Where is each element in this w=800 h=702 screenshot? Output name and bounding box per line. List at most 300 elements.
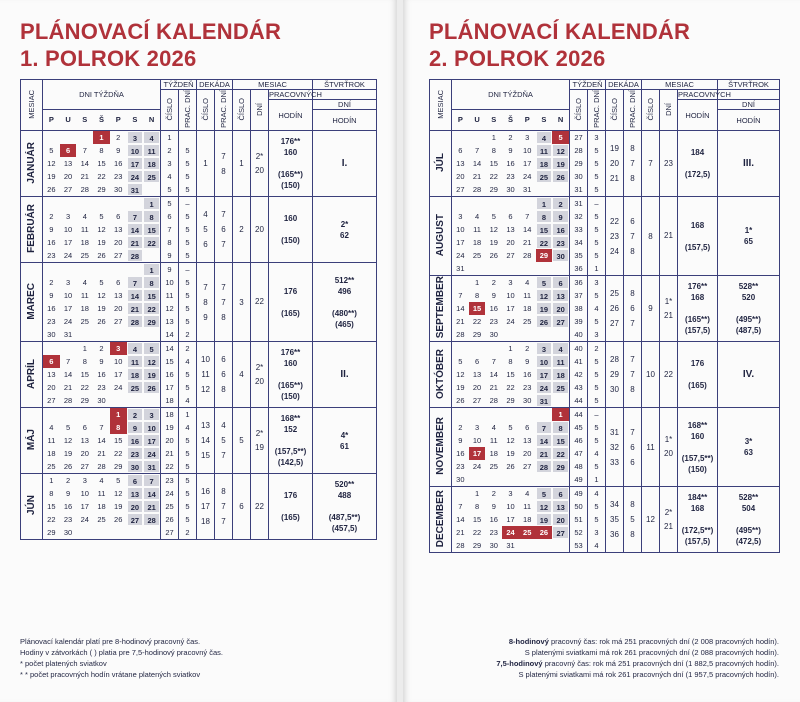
week-number: 51 (574, 515, 583, 524)
left-title-line2: 1. POLROK 2026 (20, 46, 197, 71)
day-cell: 21 (472, 172, 482, 181)
header-tyzden-prac-dni (588, 90, 606, 131)
day-cell: 23 (489, 317, 498, 326)
day-cell: 1 (474, 278, 480, 287)
right-notes (496, 636, 779, 680)
day-cell: 25 (80, 251, 89, 260)
day-cell: 20 (552, 302, 569, 315)
day-cell: 15 (472, 515, 482, 524)
day-cell (110, 328, 127, 341)
day-cell: 24 (502, 526, 519, 539)
week-number-col (161, 131, 179, 197)
day-cell: 2 (127, 408, 144, 421)
day-cell: 22 (536, 236, 553, 249)
month-row (21, 263, 377, 342)
day-cell: 7 (143, 474, 160, 487)
header-dekada-cislo (197, 90, 215, 131)
day-cell: 7 (458, 502, 463, 511)
mesiac-cislo: 8 (642, 197, 660, 276)
left-note-1: Hodiny v zátvorkách ( ) platia pre 7,5-hodinový pracovný čas. (20, 648, 224, 657)
left-title (20, 18, 281, 72)
day-cell: 27 (456, 185, 465, 194)
left-notes (20, 636, 223, 680)
week-workdays-col (179, 342, 197, 408)
day-cell: 12 (552, 144, 569, 157)
day-cell: 1 (49, 476, 54, 485)
stvrtrok-value: 4* 61 (313, 408, 377, 474)
day-cell: 1 (474, 489, 480, 498)
header-dekada: DEKÁDA (606, 80, 642, 90)
header-stvrtrok-hodin: HODÍN (313, 110, 377, 131)
day-cell: 4 (552, 342, 569, 355)
dekada-dni: 7 6 7 (215, 197, 233, 263)
header-hodin: HODÍN (678, 100, 718, 131)
day-cell: 26 (97, 317, 106, 326)
day-cell: 7 (127, 276, 144, 289)
week-number: 10 (165, 278, 174, 287)
week-workdays-value: 5 (185, 436, 190, 445)
day-cell: 27 (127, 513, 144, 526)
week-number: 11 (165, 291, 174, 300)
day-cell: 1 (110, 408, 127, 421)
day-cell: 4 (491, 423, 496, 432)
day-cell: 21 (127, 236, 144, 249)
day-cell: 1 (143, 197, 160, 210)
week-number: 1 (167, 133, 172, 142)
day-cell (552, 394, 569, 407)
header-dekada-cislo (606, 90, 624, 131)
week-numbers (570, 131, 587, 196)
day-cell: 30 (456, 475, 465, 484)
day-cell: 3 (143, 408, 160, 421)
day-cell: 6 (127, 474, 144, 487)
day-cell: 18 (143, 157, 160, 170)
week-number: 53 (574, 541, 583, 550)
day-cell: 27 (63, 185, 73, 194)
day-cell: 7 (458, 291, 463, 300)
stvrtrok-value: IV. (718, 342, 780, 408)
header-mesiac-top: MESIAC (642, 80, 718, 90)
day-cell: 27 (114, 251, 123, 260)
week-workdays-value: 5 (594, 291, 599, 300)
day-cell: 27 (80, 462, 89, 471)
mesiac-dni: 2* 21 (660, 487, 678, 553)
day-cell: 31 (456, 264, 465, 273)
header-pracovnych: PRACOVNÝCH (678, 90, 731, 99)
day-cell: 6 (552, 487, 569, 500)
day-cell: 7 (65, 357, 71, 366)
day-cell: 28 (127, 315, 144, 328)
day-cell: 4 (525, 489, 530, 498)
stvrtrok-value: III. (718, 131, 780, 197)
right-note-1 (496, 647, 779, 658)
day-cell (536, 183, 553, 196)
week-number-col (570, 197, 588, 276)
left-note-3: * * počet pracovných hodín vrátane platených sviatkov (20, 670, 201, 679)
day-cell (452, 197, 469, 210)
day-cell (60, 408, 77, 421)
day-cell (519, 408, 536, 421)
day-cell: 4 (127, 342, 144, 355)
day-cell: 3 (458, 212, 463, 221)
month-name (430, 131, 452, 197)
day-cell (43, 263, 60, 276)
day-cell: 12 (97, 291, 106, 300)
day-cell (93, 263, 110, 276)
month-name (430, 408, 452, 487)
month-days-grid (43, 131, 160, 196)
day-cell: 17 (63, 238, 73, 247)
day-cell: 9 (458, 436, 463, 445)
day-cell: 29 (97, 185, 106, 194)
week-workdays-col (588, 408, 606, 487)
week-number: 19 (165, 423, 174, 432)
mesiac-cislo: 10 (642, 342, 660, 408)
header-weekdays (43, 110, 161, 131)
day-cell: 9 (116, 146, 121, 155)
day-cell: 13 (506, 225, 515, 234)
day-cell: 22 (472, 528, 482, 537)
mesiac-hodin: 176** 168 (165**) (157,5) (678, 276, 718, 342)
day-cell (485, 473, 502, 486)
day-cell: 3 (127, 131, 144, 144)
day-cell: 16 (523, 370, 532, 379)
day-cell (127, 197, 144, 210)
day-cell: 14 (456, 515, 465, 524)
header-mesiac-label: MESIAC (27, 89, 36, 119)
month-days (43, 263, 161, 342)
day-cell: 16 (489, 304, 498, 313)
stvrtrok-value: I. (313, 131, 377, 197)
day-cell: 5 (65, 423, 71, 432)
week-workdays-value: 5 (185, 172, 190, 181)
day-cell (502, 262, 519, 275)
week-number: 14 (165, 330, 174, 339)
day-cell: 5 (49, 146, 54, 155)
week-workdays-value: 5 (594, 225, 599, 234)
right-note-text-1: S platenými sviatkami má rok 261 pracovných dní (2 088 pracovných hodín). (524, 648, 779, 657)
day-cell: 15 (114, 436, 123, 445)
week-workdays (588, 342, 605, 407)
day-cell: 29 (506, 396, 515, 405)
week-workdays-value: 5 (594, 502, 599, 511)
month-name-label: MAREC (26, 282, 37, 320)
day-cell: 21 (97, 449, 106, 458)
day-cell (76, 131, 93, 144)
day-cell: 1 (93, 131, 110, 144)
day-cell (43, 342, 60, 355)
mesiac-hodin: 176 (165) (678, 342, 718, 408)
month-name (430, 197, 452, 276)
day-cell: 26 (489, 251, 498, 260)
day-cell: 20 (114, 238, 123, 247)
day-cell: 12 (47, 159, 56, 168)
day-cell: 10 (63, 225, 73, 234)
day-cell: 29 (489, 185, 498, 194)
week-number: 28 (574, 146, 583, 155)
day-cell: 20 (456, 172, 465, 181)
day-cell: 17 (80, 502, 89, 511)
day-cell: 24 (63, 251, 73, 260)
day-cell: 29 (80, 396, 89, 405)
day-cell: 18 (97, 502, 106, 511)
day-cell: 2 (49, 278, 54, 287)
week-number: 17 (165, 383, 174, 392)
week-number: 49 (574, 489, 583, 498)
day-cell (452, 131, 469, 144)
month-name (21, 131, 43, 197)
day-cell: 8 (143, 276, 160, 289)
mesiac-dni: 1* 20 (660, 408, 678, 487)
month-name-label: JÚN (26, 495, 37, 516)
week-workdays-value: 5 (185, 185, 190, 194)
header-mesiac (430, 80, 452, 131)
month-row (430, 276, 780, 342)
header-tyzden-prac-dni (179, 90, 197, 131)
header-hodin: HODÍN (269, 100, 313, 131)
week-numbers (161, 197, 178, 262)
month-days-grid (452, 131, 569, 196)
week-workdays-value: 5 (594, 238, 599, 247)
day-cell: 5 (491, 212, 496, 221)
day-cell (519, 262, 536, 275)
day-cell (485, 342, 502, 355)
month-name-label: SEPTEMBER (435, 276, 446, 339)
day-cell: 22 (143, 302, 160, 315)
day-cell (452, 342, 469, 355)
month-row (430, 197, 780, 276)
day-cell: 28 (80, 185, 89, 194)
week-workdays-value: 5 (594, 436, 599, 445)
day-cell (93, 197, 110, 210)
day-cell: 28 (127, 249, 144, 262)
month-name (430, 276, 452, 342)
day-cell: 17 (63, 304, 73, 313)
weekday-3: Š (507, 115, 513, 124)
day-cell (469, 473, 486, 486)
week-number: 20 (165, 436, 174, 445)
month-row (21, 342, 377, 408)
day-cell: 4 (143, 131, 160, 144)
dekada-dni: 4 5 7 (215, 408, 233, 474)
day-cell: 21 (143, 500, 160, 513)
weekday-1: U (474, 115, 480, 124)
day-cell (93, 328, 110, 341)
day-cell: 24 (506, 317, 515, 326)
week-workdays-value: 5 (185, 212, 190, 221)
day-cell: 5 (458, 357, 463, 366)
weekday-2: S (82, 115, 88, 124)
day-cell: 17 (143, 434, 160, 447)
header-stvrtrok-pracovnych (313, 90, 377, 100)
day-cell: 13 (552, 500, 569, 513)
week-workdays-value: 5 (185, 476, 190, 485)
day-cell (110, 526, 127, 539)
day-cell (485, 262, 502, 275)
day-cell: 15 (143, 289, 160, 302)
day-cell: 16 (47, 304, 56, 313)
day-cell: 23 (456, 462, 465, 471)
day-cell: 27 (552, 526, 569, 539)
week-number: 7 (167, 225, 172, 234)
week-workdays-value: 3 (594, 528, 599, 537)
mesiac-dni: 22 (251, 474, 269, 540)
week-workdays (588, 408, 605, 486)
week-workdays-value: 4 (185, 357, 190, 366)
day-cell: 5 (99, 212, 104, 221)
day-cell: 29 (114, 462, 123, 471)
day-cell: 3 (536, 342, 553, 355)
day-cell: 14 (523, 225, 532, 234)
day-cell: 11 (127, 355, 144, 368)
week-number-col (161, 408, 179, 474)
day-cell: 2 (491, 278, 496, 287)
weekday-4: P (524, 115, 530, 124)
week-number-col (161, 197, 179, 263)
day-cell (452, 408, 469, 421)
day-cell: 16 (47, 238, 56, 247)
week-workdays-value: 5 (185, 502, 190, 511)
week-number: 31 (574, 185, 583, 194)
day-cell: 30 (523, 396, 532, 405)
header-mesiac-cislo-label: ČÍSLO (646, 97, 655, 121)
mesiac-hodin: 168** 160 (157,5**) (150) (678, 408, 718, 487)
day-cell (76, 526, 93, 539)
mesiac-dni: 21 (660, 197, 678, 276)
day-cell: 24 (127, 170, 144, 183)
day-cell: 21 (456, 528, 465, 537)
mesiac-cislo: 2 (233, 197, 251, 263)
day-cell (143, 183, 160, 196)
month-name-label: FEBRUÁR (26, 204, 37, 253)
day-cell: 29 (536, 249, 553, 262)
week-workdays-value: 5 (185, 515, 190, 524)
day-cell (536, 539, 553, 552)
day-cell: 28 (489, 396, 498, 405)
week-workdays-value: – (594, 410, 599, 419)
week-number: 50 (574, 502, 583, 511)
day-cell: 26 (506, 462, 515, 471)
day-cell: 30 (97, 396, 106, 405)
week-workdays-value: 5 (185, 159, 190, 168)
month-days-grid (452, 408, 569, 486)
day-cell (519, 197, 536, 210)
day-cell: 27 (523, 462, 532, 471)
month-name (21, 342, 43, 408)
header-dekada-prac-dni (215, 90, 233, 131)
dekada-cislo: 10 11 12 (197, 342, 215, 408)
mesiac-hodin: 176** 160 (165**) (150) (269, 131, 313, 197)
mesiac-hodin: 168 (157,5) (678, 197, 718, 276)
mesiac-dni: 20 (251, 197, 269, 263)
day-cell: 21 (523, 238, 532, 247)
weekday-3: Š (98, 115, 104, 124)
day-cell: 30 (552, 249, 569, 262)
day-cell: 2 (491, 489, 496, 498)
day-cell: 22 (47, 515, 56, 524)
day-cell: 25 (519, 526, 536, 539)
weekday-2: S (491, 115, 497, 124)
day-cell: 28 (63, 396, 73, 405)
day-cell: 30 (127, 460, 144, 473)
right-note-0 (496, 636, 779, 647)
mesiac-cislo: 4 (233, 342, 251, 408)
month-name-label: JÚL (435, 153, 446, 172)
day-cell: 13 (80, 436, 89, 445)
week-workdays (179, 474, 196, 539)
day-cell: 16 (552, 223, 569, 236)
week-number: 43 (574, 383, 583, 392)
header-tyzden-cislo-label: ČÍSLO (165, 97, 174, 121)
day-cell: 11 (97, 489, 106, 498)
day-cell (502, 408, 519, 421)
week-number: 36 (574, 278, 583, 287)
day-cell: 9 (99, 357, 104, 366)
month-days-grid (43, 408, 160, 473)
week-number: 48 (574, 462, 583, 471)
day-cell: 11 (143, 144, 160, 157)
day-cell (536, 408, 553, 421)
mesiac-cislo: 6 (233, 474, 251, 540)
day-cell: 25 (472, 251, 482, 260)
dekada-cislo: 13 14 15 (197, 408, 215, 474)
month-days (452, 131, 570, 197)
day-cell: 6 (116, 278, 121, 287)
week-number: 42 (574, 370, 583, 379)
day-cell: 14 (97, 436, 106, 445)
day-cell (60, 131, 77, 144)
header-tyzden-cislo-label: ČÍSLO (574, 97, 583, 121)
day-cell: 9 (127, 421, 144, 434)
mesiac-dni: 2* 20 (251, 342, 269, 408)
week-workdays-col (179, 131, 197, 197)
week-workdays-col (588, 197, 606, 276)
week-workdays-value: 5 (594, 146, 599, 155)
day-cell: 15 (552, 434, 569, 447)
month-days-grid (43, 474, 160, 539)
week-number: 34 (574, 238, 583, 247)
day-cell (536, 328, 553, 341)
month-row (430, 408, 780, 487)
day-cell: 23 (552, 236, 569, 249)
day-cell: 10 (143, 421, 160, 434)
day-cell: 8 (508, 357, 513, 366)
day-cell: 25 (80, 317, 89, 326)
weekday-6: N (148, 115, 155, 124)
header-mesiac-label: MESIAC (436, 89, 445, 119)
day-cell: 3 (110, 342, 127, 355)
day-cell: 12 (489, 225, 498, 234)
day-cell: 8 (474, 502, 480, 511)
week-number: 26 (165, 515, 174, 524)
week-number: 25 (165, 502, 174, 511)
day-cell (76, 328, 93, 341)
mesiac-dni: 2* 19 (251, 408, 269, 474)
week-workdays-value: – (185, 265, 190, 274)
day-cell: 23 (47, 251, 56, 260)
day-cell: 11 (80, 291, 89, 300)
day-cell: 22 (489, 172, 498, 181)
day-cell (502, 197, 519, 210)
day-cell: 11 (80, 225, 89, 234)
day-cell: 8 (99, 146, 104, 155)
week-number: 45 (574, 423, 583, 432)
day-cell: 12 (97, 225, 106, 234)
day-cell (43, 197, 60, 210)
day-cell: 12 (536, 289, 553, 302)
day-cell: 24 (536, 381, 553, 394)
day-cell (93, 408, 110, 421)
